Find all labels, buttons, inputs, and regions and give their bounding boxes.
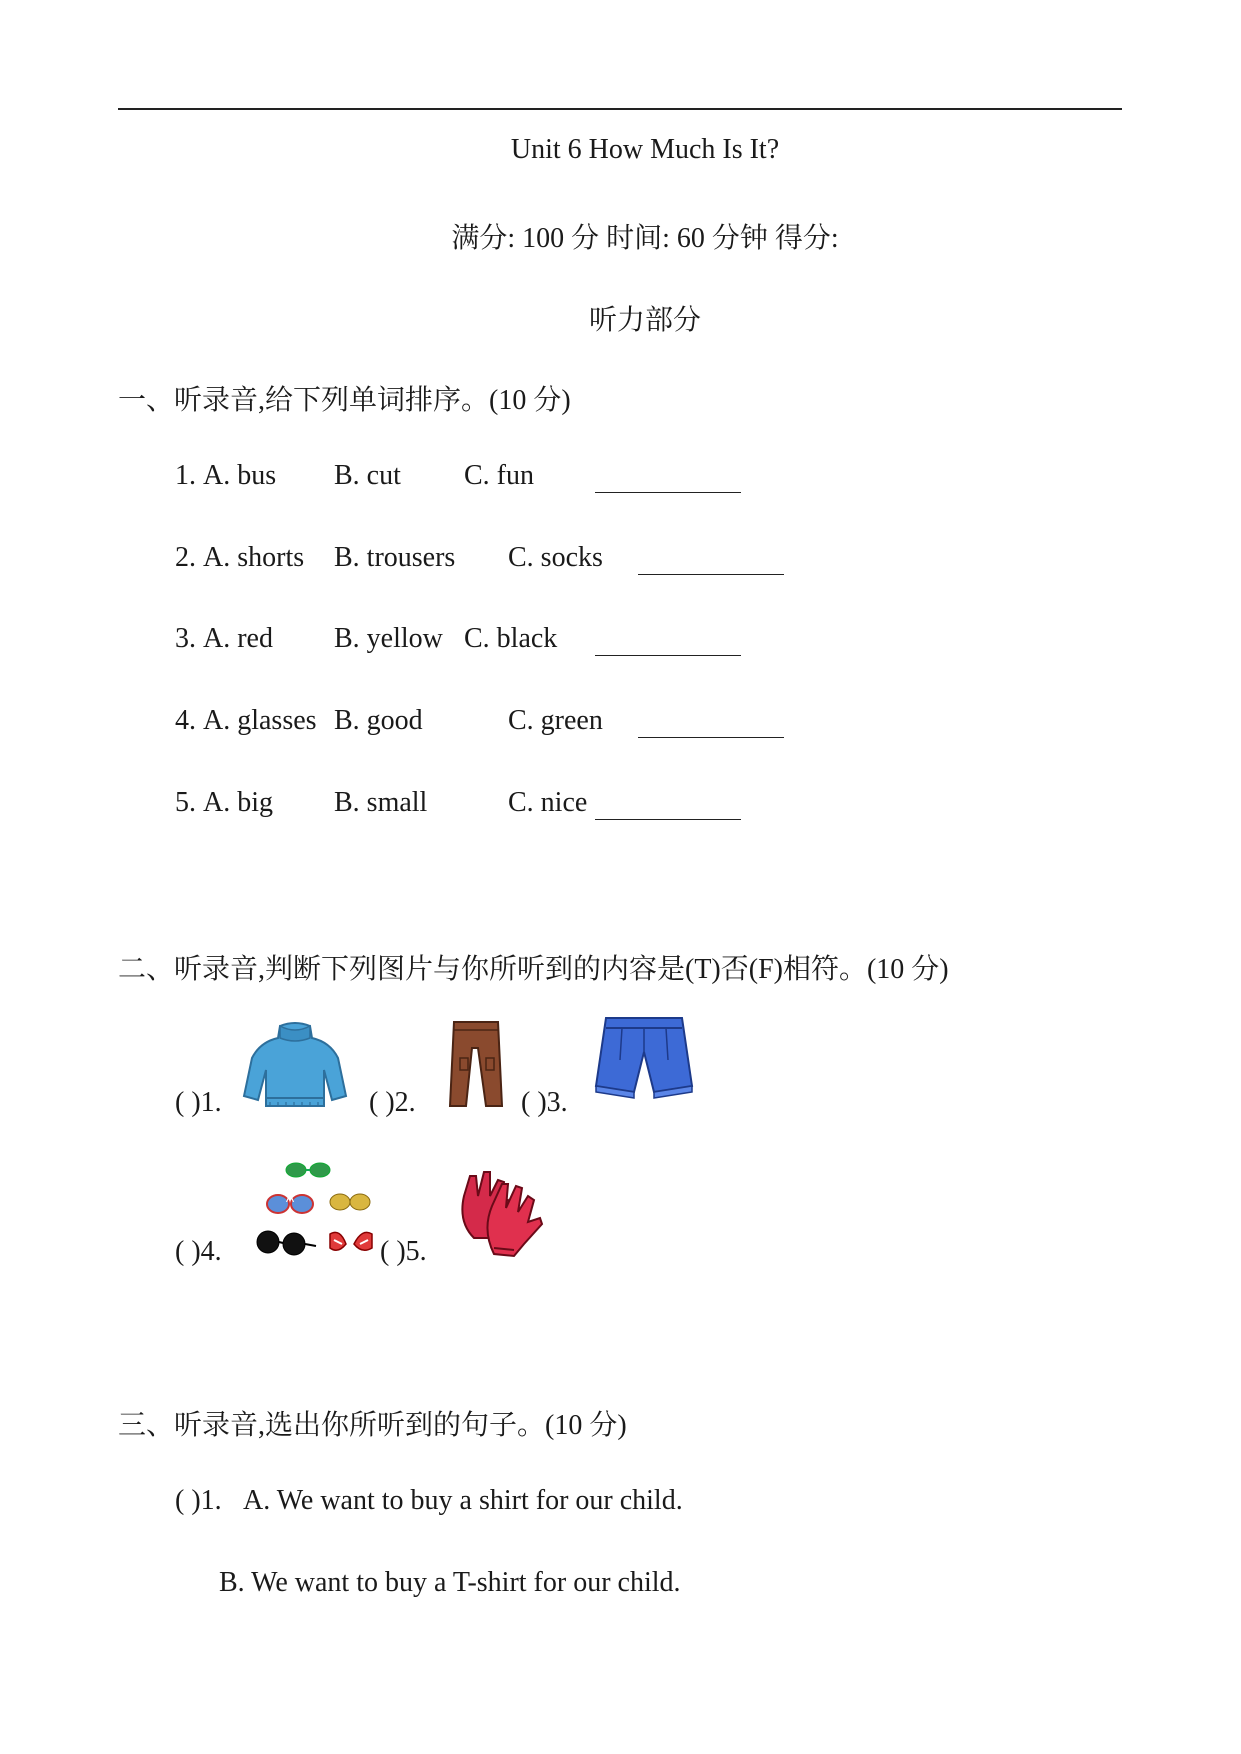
option-a: A. bus [203, 460, 277, 491]
option-c: C. socks [508, 542, 603, 573]
option-c: C. nice [508, 787, 588, 818]
option-a: A. red [203, 623, 273, 654]
answer-blank[interactable] [595, 793, 741, 820]
trousers-icon [446, 1018, 506, 1110]
option-c: C. fun [464, 460, 534, 491]
score-line: 满分: 100 分 时间: 60 分钟 得分: [451, 223, 839, 254]
option-c: C. green [508, 705, 603, 736]
item-number: 1. [175, 460, 196, 491]
judge-label-1[interactable]: ( )1. [175, 1087, 222, 1118]
answer-blank[interactable] [638, 548, 784, 575]
option-a-sentence: A. We want to buy a shirt for our child. [243, 1485, 683, 1516]
section3-heading: 三、听录音,选出你所听到的句子。(10 分) [118, 1410, 627, 1441]
glasses-icon [254, 1160, 376, 1264]
option-b: B. trousers [334, 542, 456, 573]
option-a: A. shorts [203, 542, 305, 573]
option-b-sentence: B. We want to buy a T-shirt for our child. [219, 1567, 681, 1598]
judge-label-4[interactable]: ( )4. [175, 1236, 222, 1267]
judge-label-3[interactable]: ( )3. [521, 1087, 568, 1118]
option-a: A. big [203, 787, 273, 818]
answer-blank[interactable] [595, 466, 741, 493]
section2-heading: 二、听录音,判断下列图片与你所听到的内容是(T)否(F)相符。(10 分) [118, 954, 949, 985]
judge-label-5[interactable]: ( )5. [380, 1236, 427, 1267]
part-title: 听力部分 [588, 305, 701, 336]
option-b: B. yellow [334, 623, 443, 654]
shorts-icon [594, 1012, 694, 1100]
top-rule [118, 108, 1122, 110]
option-b: B. small [334, 787, 428, 818]
sweater-icon [240, 1018, 350, 1110]
svg-text:A: A [285, 1191, 295, 1205]
item-number: 3. [175, 623, 196, 654]
choice-label[interactable]: ( )1. [175, 1485, 222, 1516]
item-number: 2. [175, 542, 196, 573]
judge-label-2[interactable]: ( )2. [369, 1087, 416, 1118]
option-b: B. cut [334, 460, 401, 491]
option-b: B. good [334, 705, 423, 736]
item-number: 4. [175, 705, 196, 736]
section1-heading: 一、听录音,给下列单词排序。(10 分) [118, 385, 571, 416]
answer-blank[interactable] [595, 629, 741, 656]
page-title: Unit 6 How Much Is It? [510, 134, 780, 165]
answer-blank[interactable] [638, 711, 784, 738]
item-number: 5. [175, 787, 196, 818]
option-a: A. glasses [203, 705, 317, 736]
option-c: C. black [464, 623, 558, 654]
gloves-icon [454, 1166, 546, 1260]
